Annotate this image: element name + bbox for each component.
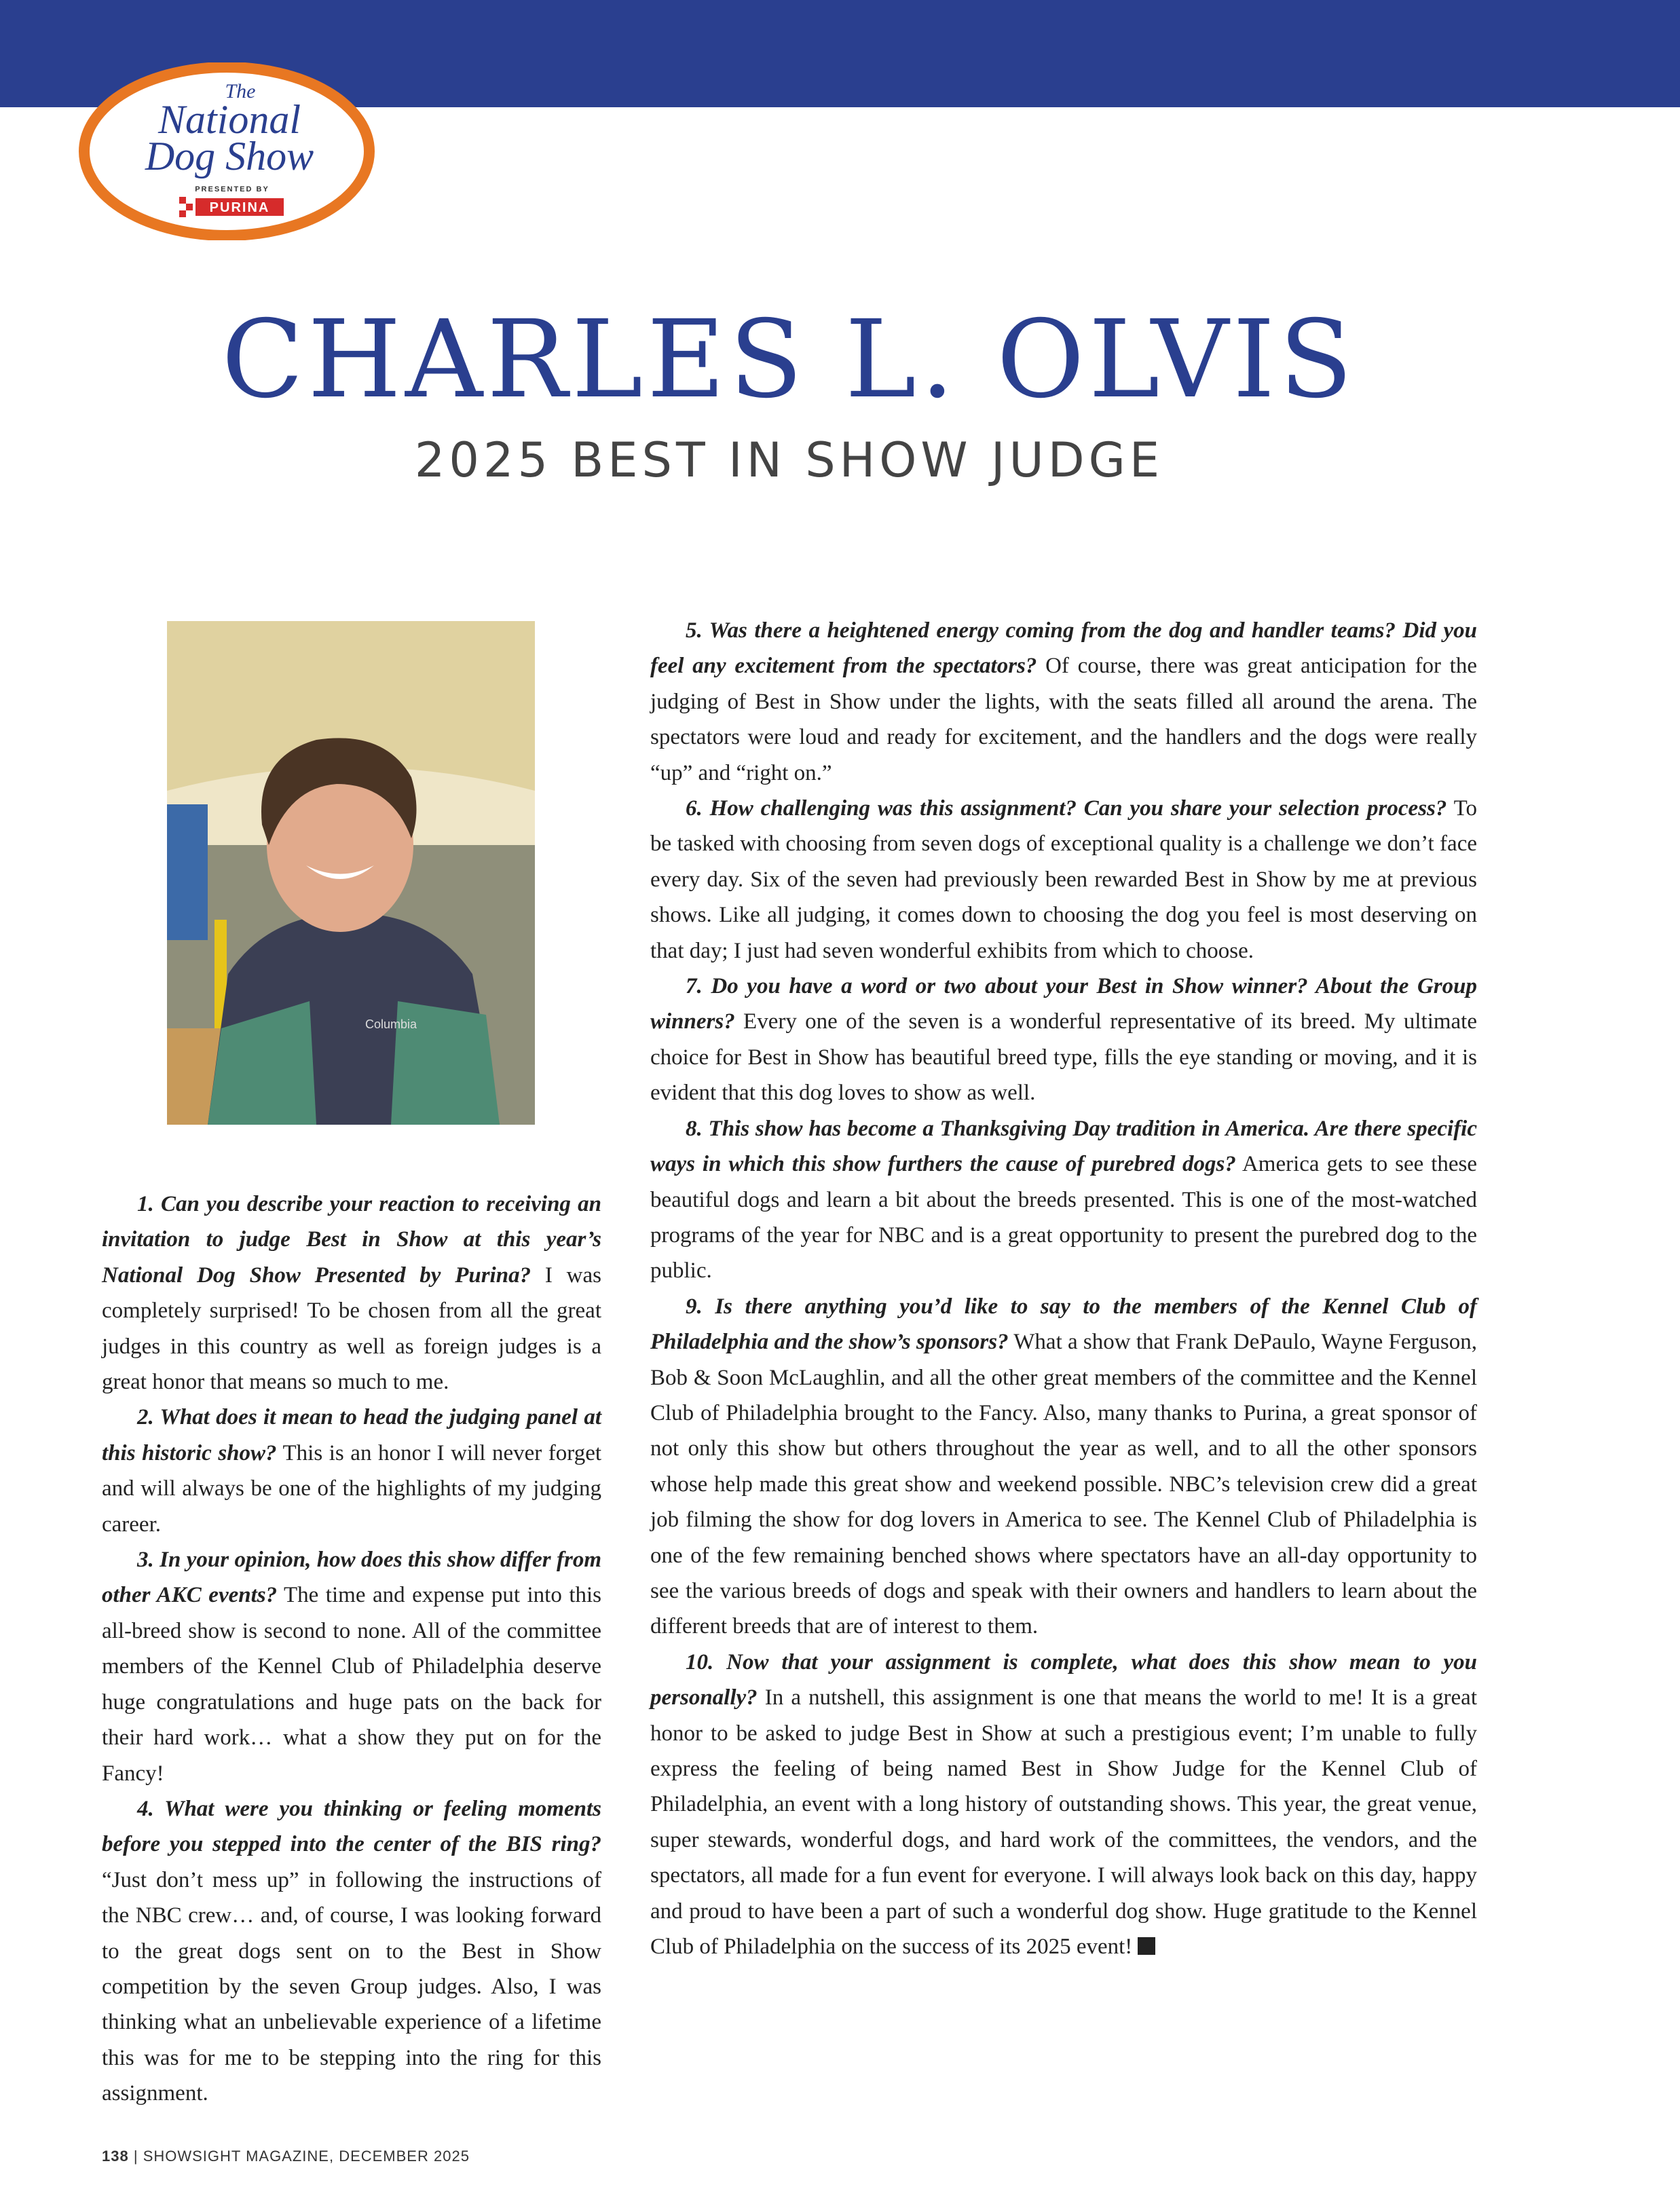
question: 4. What were you thinking or feeling moments before you stepped into the center of the BIS ring? xyxy=(102,1796,601,1857)
qa-item xyxy=(650,1289,1477,1645)
qa-item xyxy=(650,1111,1477,1289)
answer: Of course, there was great anticipation for the judging of Best in Show under the lights, with the seats filled all around the arena. The spectators were loud and ready for excitement, and the handlers and the dogs were really “up” and “right on.” xyxy=(650,654,1477,785)
qa-item xyxy=(102,1791,601,2112)
answer: I was completely surprised! To be chosen from all the great judges in this country as well as foreign judges is a great honor that means so much to me. xyxy=(102,1262,602,1395)
logo-purina: PURINA xyxy=(209,200,270,215)
qa-item xyxy=(102,1542,601,1791)
page-number: 138 xyxy=(102,2148,129,2165)
column-left xyxy=(102,1186,601,2112)
judge-photo xyxy=(167,621,535,1125)
logo-national: National xyxy=(157,97,301,142)
qa-item xyxy=(102,1400,601,1542)
question: 5. Was there a heightened energy coming from the dog and handler teams? Did you feel any excitement from the spectators? xyxy=(650,618,1477,679)
answer: “Just don’t mess up” in following the instructions of the NBC crew… and, of course, I was looking forward to the great dogs sent on to the Best in Show competition by the seven Group judges. Also, I was thinking what an unbelievable experience of a lifetime this was for me to be stepping into the ring for this assignment. xyxy=(102,1867,601,2106)
column-right xyxy=(650,613,1477,1964)
answer: The time and expense put into this all-breed show is second to none. All of the committee members of the Kennel Club of Philadelphia deserve huge congratulations and huge pats on the back for their hard work… what a show they put on for the Fancy! xyxy=(102,1583,602,1786)
question: 8. This show has become a Thanksgiving Day tradition in America. Are there specific ways in which this show furthers the cause of purebred dogs? xyxy=(650,1116,1477,1177)
qa-item xyxy=(650,613,1477,791)
qa-item xyxy=(650,791,1477,969)
qa-item xyxy=(102,1186,601,1400)
logo-dog-show: Dog Show xyxy=(145,134,314,179)
answer: What a show that Frank DePaulo, Wayne Ferguson, Bob & Soon McLaughlin, and all the other great members of the committee and the Kennel Club of Philadelphia brought to the Fancy. Also, many thanks to Purina, a great sponsor of not only this show but others throughout the year as well, and to all the other sponsors whose help made this great show and weekend possible. NBC’s television crew did a great job filming the show for dog lovers in America to see. The Kennel Club of Philadelphia is one of the few remaining benched shows where spectators have an all-day opportunity to see the various breeds of dogs and speak with their owners and handlers to learn about the different breeds that are of interest to them. xyxy=(650,1330,1477,1639)
national-dog-show-logo xyxy=(79,62,375,240)
end-of-article-mark xyxy=(1138,1937,1155,1955)
qa-item xyxy=(650,969,1477,1111)
answer: To be tasked with choosing from seven dogs of exceptional quality is a challenge we don’t face every day. Six of the seven had previously been rewarded Best in Show by me at previous shows. Like all judging, it comes down to choosing the dog you feel is most deserving on that day; I just had seven wonderful exhibits from which to choose. xyxy=(650,796,1478,963)
answer: In a nutshell, this assignment is one that means the world to me! It is a great honor to be asked to judge Best in Show at such a prestigious event; I’m unable to fully express the feeling of being named Best in Show Judge for the Kennel Club of Philadelphia, an event with a long history of outstanding shows. This year, the great venue, super stewards, wonderful dogs, and hard work of the committees, the vendors, and the spectators, all made for a fun event for everyone. I will always look back on this day, happy and proud to have been a part of such a wonderful dog show. Huge gratitude to the Kennel Club of Philadelphia on the success of its 2025 event! xyxy=(650,1685,1477,1960)
logo-the: The xyxy=(225,80,256,102)
answer: America gets to see these beautiful dogs and learn a bit about the breeds presented. This is one of the most-watched programs of the year for NBC and is a great opportunity to present the purebred dog to the public. xyxy=(650,1152,1477,1284)
question: 9. Is there anything you’d like to say to the members of the Kennel Club of Philadelphia and the show’s sponsors? xyxy=(650,1294,1477,1355)
question: 7. Do you have a word or two about your Best in Show winner? About the Group winners? xyxy=(650,974,1477,1034)
question: 10. Now that your assignment is complete, what does this show mean to you personally? xyxy=(650,1649,1477,1710)
answer: Every one of the seven is a wonderful representative of its breed. My ultimate choice for Best in Show has beautiful breed type, fills the eye standing or moving, and it is evident that this dog loves to show as well. xyxy=(650,1009,1477,1106)
article-subtitle: 2025 BEST IN SHOW JUDGE xyxy=(414,432,1164,488)
question: 1. Can you describe your reaction to receiving an invitation to judge Best in Show at this year’s National Dog Show Presented by Purina? xyxy=(102,1192,601,1288)
article-title: CHARLES L. OLVIS xyxy=(221,297,1357,422)
page-footer xyxy=(102,2148,470,2165)
photo-jacket-logo: Columbia xyxy=(365,1017,417,1031)
logo-presented-by: PRESENTED BY xyxy=(195,185,269,193)
footer-separator: | xyxy=(133,2148,138,2165)
question: 6. How challenging was this assignment? Can you share your selection process? xyxy=(686,796,1447,821)
publication-name: SHOWSIGHT MAGAZINE, DECEMBER 2025 xyxy=(143,2148,470,2165)
qa-item xyxy=(650,1645,1477,1965)
answer: This is an honor I will never forget and will always be one of the highlights of my judging career. xyxy=(102,1440,602,1537)
question: 3. In your opinion, how does this show differ from other AKC events? xyxy=(102,1548,601,1608)
question: 2. What does it mean to head the judging panel at this historic show? xyxy=(102,1405,601,1465)
